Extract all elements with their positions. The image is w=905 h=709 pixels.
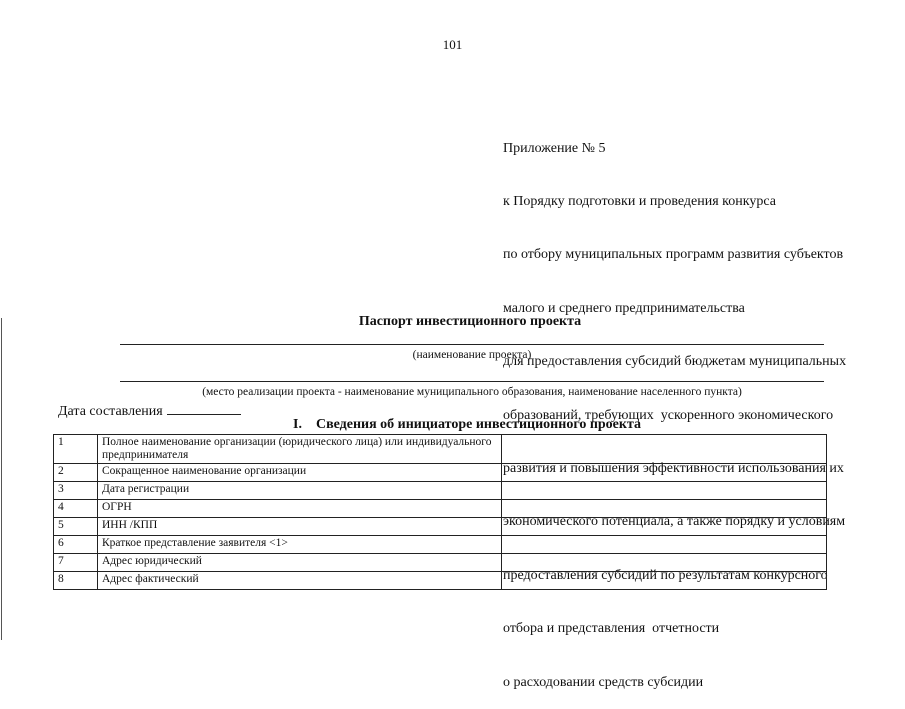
page-number: 101 [442,37,463,52]
row-value [502,482,827,500]
date-field [58,402,241,420]
row-value [502,554,827,572]
row-number: 4 [54,500,98,518]
row-label: Дата регистрации [98,482,502,500]
row-value [502,536,827,554]
row-number: 8 [54,572,98,590]
row-number: 5 [54,518,98,536]
document-title: Паспорт инвестиционного проекта [358,314,582,329]
row-value [502,500,827,518]
row-label: Краткое представление заявителя <1> [98,536,502,554]
table-row [54,572,827,590]
appendix-line: предоставления субсидий по результатам конкурсного [503,567,828,583]
date-label: Дата составления [58,404,163,419]
appendix-line: о расходовании средств субсидии [503,674,704,690]
row-label: Адрес юридический [98,554,502,572]
appendix-note [503,104,846,709]
project-name-caption: (наименование проекта) [412,349,532,361]
row-number: 6 [54,536,98,554]
row-label: Полное наименование организации (юридического лица) или индивидуального предпринимателя [98,435,502,464]
appendix-line: отбора и представления отчетности [503,621,720,637]
initiator-table [53,434,827,590]
table-row [54,500,827,518]
appendix-line: малого и среднего предпринимательства [503,300,745,316]
scan-edge-mark [1,318,2,640]
appendix-line: для предоставления субсидий бюджетам муниципальных [503,354,847,370]
appendix-line: по отбору муниципальных программ развития субъектов [503,247,844,263]
row-number: 3 [54,482,98,500]
appendix-line: образований, требующих ускоренного экономического [503,407,834,423]
location-caption: (место реализации проекта - наименование муниципального образования, наименование населенного пункта) [202,386,742,398]
row-number: 7 [54,554,98,572]
row-number: 1 [54,435,98,464]
section-title: Сведения об инициаторе инвестиционного проекта [315,417,642,432]
appendix-line: экономического потенциала, а также порядку и условиям [503,514,846,530]
row-label: ИНН /КПП [98,518,502,536]
row-value [502,464,827,482]
row-value [502,572,827,590]
row-label: Адрес фактический [98,572,502,590]
table-row [54,536,827,554]
location-line [120,381,824,382]
section-heading [293,417,641,433]
table-row [54,464,827,482]
table-row [54,554,827,572]
section-number: I. [293,417,302,432]
row-label: ОГРН [98,500,502,518]
row-label: Сокращенное наименование организации [98,464,502,482]
row-value [502,518,827,536]
appendix-line: развития и повышения эффективности использования их [503,460,844,476]
project-name-line [120,344,824,345]
appendix-line: Приложение № 5 [503,140,606,156]
table-row [54,435,827,464]
appendix-line: к Порядку подготовки и проведения конкурса [503,193,776,209]
table-row [54,518,827,536]
table-row [54,482,827,500]
date-blank [167,402,241,415]
row-value [502,435,827,464]
row-number: 2 [54,464,98,482]
